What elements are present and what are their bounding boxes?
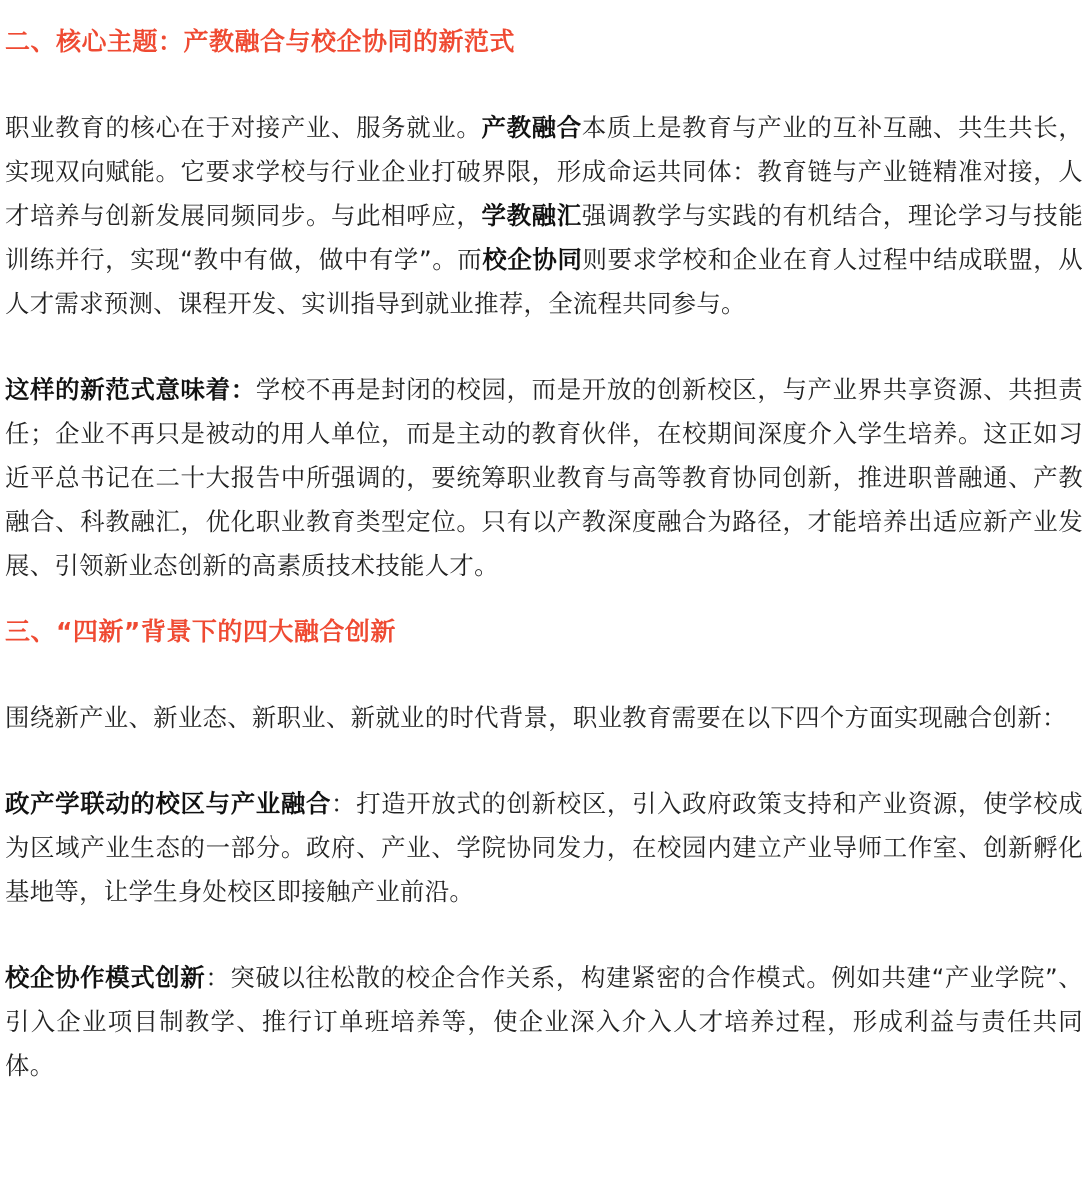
bold-term-xiaoqi-xietong: 校企协同 — [482, 245, 583, 274]
section-heading-four-integrations: 三、“四新”背景下的四大融合创新 — [5, 617, 396, 646]
bold-lead-campus-industry: 政产学联动的校区与产业融合 — [5, 789, 332, 818]
text-run: 本质上是教育与产业的互补互融、共生共长，实现双向赋能。它要求学校与行业企业打破界限，形成命运共同体：教育链与产业链精准对接，人才培养与创新发展同频同步。与此相呼应， — [5, 113, 1084, 230]
bold-lead-cooperation-model: 校企协作模式创新 — [5, 963, 206, 992]
bold-term-xuejiao-ronghui: 学教融汇 — [481, 201, 582, 230]
paragraph-new-paradigm — [5, 368, 1083, 588]
bold-term-chanjiao-ronghe: 产教融合 — [481, 113, 582, 142]
section-heading-core-theme: 二、核心主题：产教融合与校企协同的新范式 — [5, 27, 516, 56]
bold-lead-new-paradigm: 这样的新范式意味着： — [5, 375, 256, 404]
text-run: 则要求学校和企业在育人过程中结成联盟，从人才需求预测、课程开发、实训指导到就业推荐，全流程共同参与。 — [5, 245, 1083, 318]
text-run: ：突破以往松散的校企合作关系，构建紧密的合作模式。例如共建“产业学院”、引入企业项目制教学、推行订单班培养等，使企业深入介入人才培养过程，形成利益与责任共同体。 — [5, 963, 1083, 1080]
text-run: 学校不再是封闭的校园，而是开放的创新校区，与产业界共享资源、共担责任；企业不再只是被动的用人单位，而是主动的教育伙伴，在校期间深度介入学生培养。这正如习近平总书记在二十大报告中所强调的，要统筹职业教育与高等教育协同创新，推进职普融通、产教融合、科教融汇，优化职业教育类型定位。只有以产教深度融合为路径，才能培养出适应新产业发展、引领新业态创新的高素质技术技能人才。 — [5, 375, 1083, 580]
paragraph-core-theme — [5, 106, 1083, 326]
text-run: 职业教育的核心在于对接产业、服务就业。 — [5, 113, 482, 142]
paragraph-item-cooperation-model — [5, 956, 1083, 1088]
paragraph-item-campus-industry — [5, 782, 1083, 914]
text-run: 强调教学与实践的有机结合，理论学习与技能训练并行，实现“教中有做，做中有学”。而 — [5, 201, 1084, 274]
paragraph-intro: 围绕新产业、新业态、新职业、新就业的时代背景，职业教育需要在以下四个方面实现融合创新： — [5, 703, 1067, 732]
text-run: ：打造开放式的创新校区，引入政府政策支持和产业资源，使学校成为区域产业生态的一部分。政府、产业、学院协同发力，在校园内建立产业导师工作室、创新孵化基地等，让学生身处校区即接触产业前沿。 — [5, 789, 1083, 906]
